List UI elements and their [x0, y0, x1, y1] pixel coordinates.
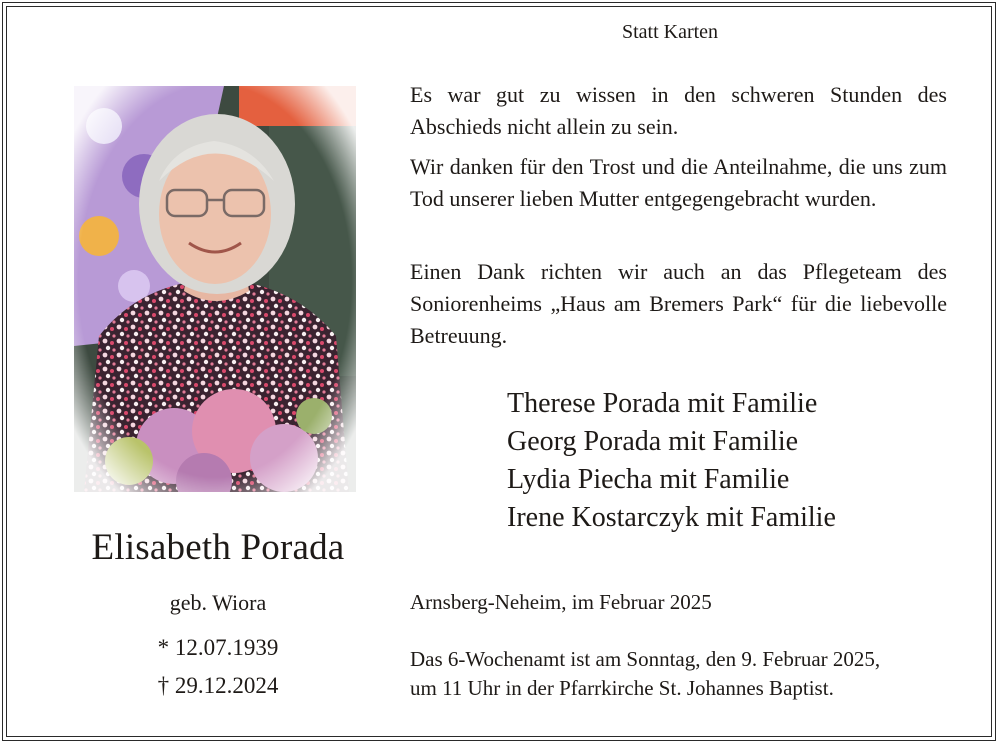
- service-line: Das 6-Wochenamt ist am Sonntag, den 9. Februar 2025,: [410, 647, 881, 671]
- signers-list: [507, 385, 836, 537]
- message-paragraph: Wir danken für den Trost und die Anteilnahme, die uns zum Tod unserer lieben Mutter entgegengebracht wurden.: [410, 154, 947, 211]
- deceased-name: Elisabeth Porada: [91, 527, 345, 568]
- birth-date: * 12.07.1939: [157, 635, 279, 660]
- death-date: † 29.12.2024: [157, 673, 279, 698]
- signer: Lydia Piecha mit Familie: [507, 464, 790, 495]
- message-paragraph: Einen Dank richten wir auch an das Pflegeteam des Soniorenheims „Haus am Bremers Park“ für die liebevolle Betreuung.: [410, 259, 947, 348]
- notice-header: Statt Karten: [621, 21, 719, 43]
- service-line: um 11 Uhr in der Pfarrkirche St. Johannes Baptist.: [410, 676, 834, 700]
- service-info: [410, 645, 950, 703]
- signer: Georg Porada mit Familie: [507, 426, 799, 457]
- portrait-photo-icon: [74, 86, 356, 492]
- signer: Therese Porada mit Familie: [507, 388, 818, 419]
- place-date: Arnsberg-Neheim, im Februar 2025: [410, 590, 712, 614]
- message-paragraph: Es war gut zu wissen in den schweren Stunden des Abschieds nicht allein zu sein.: [410, 82, 947, 139]
- signer: Irene Kostarczyk mit Familie: [507, 502, 836, 533]
- birth-name: geb. Wiora: [169, 590, 267, 615]
